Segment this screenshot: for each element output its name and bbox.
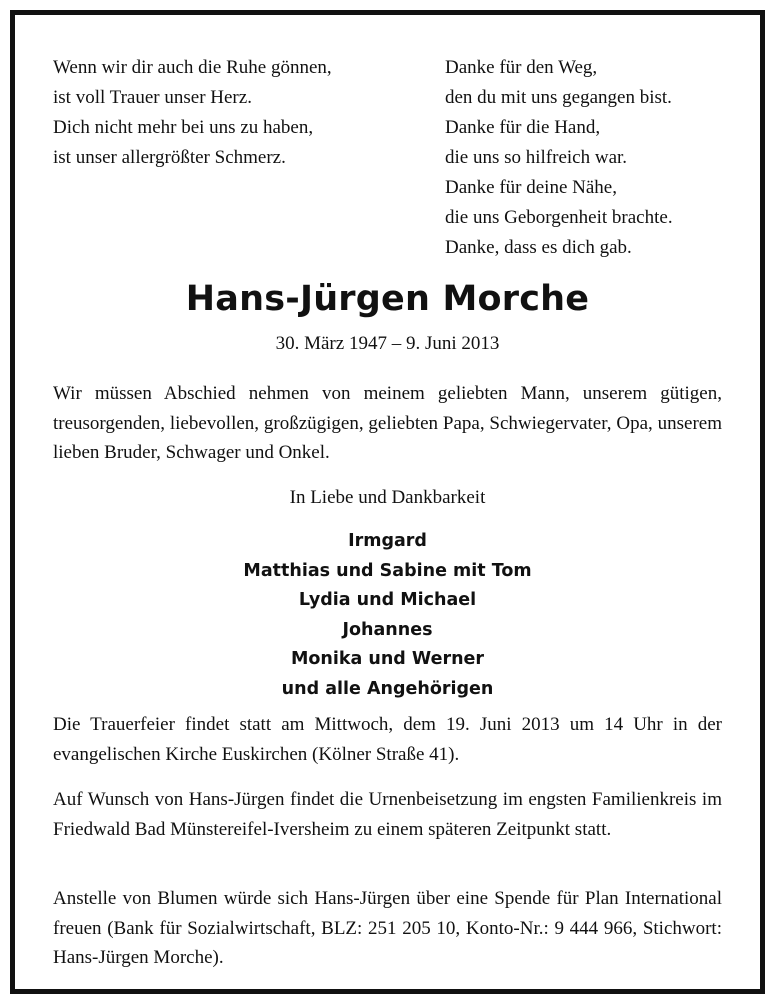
mourner-name: Matthias und Sabine mit Tom: [243, 560, 532, 581]
poem-line: den du mit uns gegangen bist.: [445, 87, 672, 108]
deceased-name: Hans-Jürgen Morche: [185, 279, 590, 319]
mourner-name: Monika und Werner: [290, 649, 485, 669]
poem-line: Danke, dass es dich gab.: [445, 237, 632, 258]
urn-burial-info: Auf Wunsch von Hans-Jürgen findet die Urnenbeisetzung im engsten Familienkreis im Friedwald Bad Münstereifel-Iversheim zu einem späteren Zeitpunkt statt.: [53, 789, 722, 840]
life-dates: 30. März 1947 – 9. Juni 2013: [275, 333, 500, 354]
closing-phrase: In Liebe und Dankbarkeit: [289, 487, 486, 508]
farewell-paragraph: Wir müssen Abschied nehmen von meinem geliebten Mann, unserem gütigen, treusorgenden, liebevollen, großzügigen, geliebten Papa, Schwiegervater, Opa, unserem lieben Bruder, Schwager und Onkel.: [53, 383, 722, 463]
donation-info: Anstelle von Blumen würde sich Hans-Jürgen über eine Spende für Plan International freuen (Bank für Sozialwirtschaft, BLZ: 251 205 10, Konto-Nr.: 9 444 966, Stichwort: Hans-Jürgen Morche).: [53, 888, 722, 968]
poem-line: Danke für die Hand,: [445, 117, 601, 138]
mourner-name: Lydia und Michael: [298, 590, 477, 610]
poem-line: die uns so hilfreich war.: [445, 147, 628, 168]
poem-line: ist unser allergrößter Schmerz.: [53, 147, 286, 168]
poem-line: die uns Geborgenheit brachte.: [445, 207, 673, 228]
mourners-list: [15, 527, 760, 704]
poem-line: Danke für deine Nähe,: [445, 177, 617, 198]
poem-line: Wenn wir dir auch die Ruhe gönnen,: [53, 57, 332, 78]
poem-right: [445, 53, 745, 263]
mourner-name: Irmgard: [348, 531, 427, 551]
poem-line: Danke für den Weg,: [445, 57, 598, 78]
poem-line: ist voll Trauer unser Herz.: [53, 87, 252, 108]
mourner-name: Johannes: [342, 619, 433, 640]
poem-line: Dich nicht mehr bei uns zu haben,: [53, 117, 314, 138]
poem-left: [53, 53, 403, 173]
obituary-frame: [10, 10, 765, 994]
mourner-name: und alle Angehörigen: [281, 678, 494, 699]
funeral-service-info: Die Trauerfeier findet statt am Mittwoch, dem 19. Juni 2013 um 14 Uhr in der evangelischen Kirche Euskirchen (Kölner Straße 41).: [53, 714, 722, 765]
